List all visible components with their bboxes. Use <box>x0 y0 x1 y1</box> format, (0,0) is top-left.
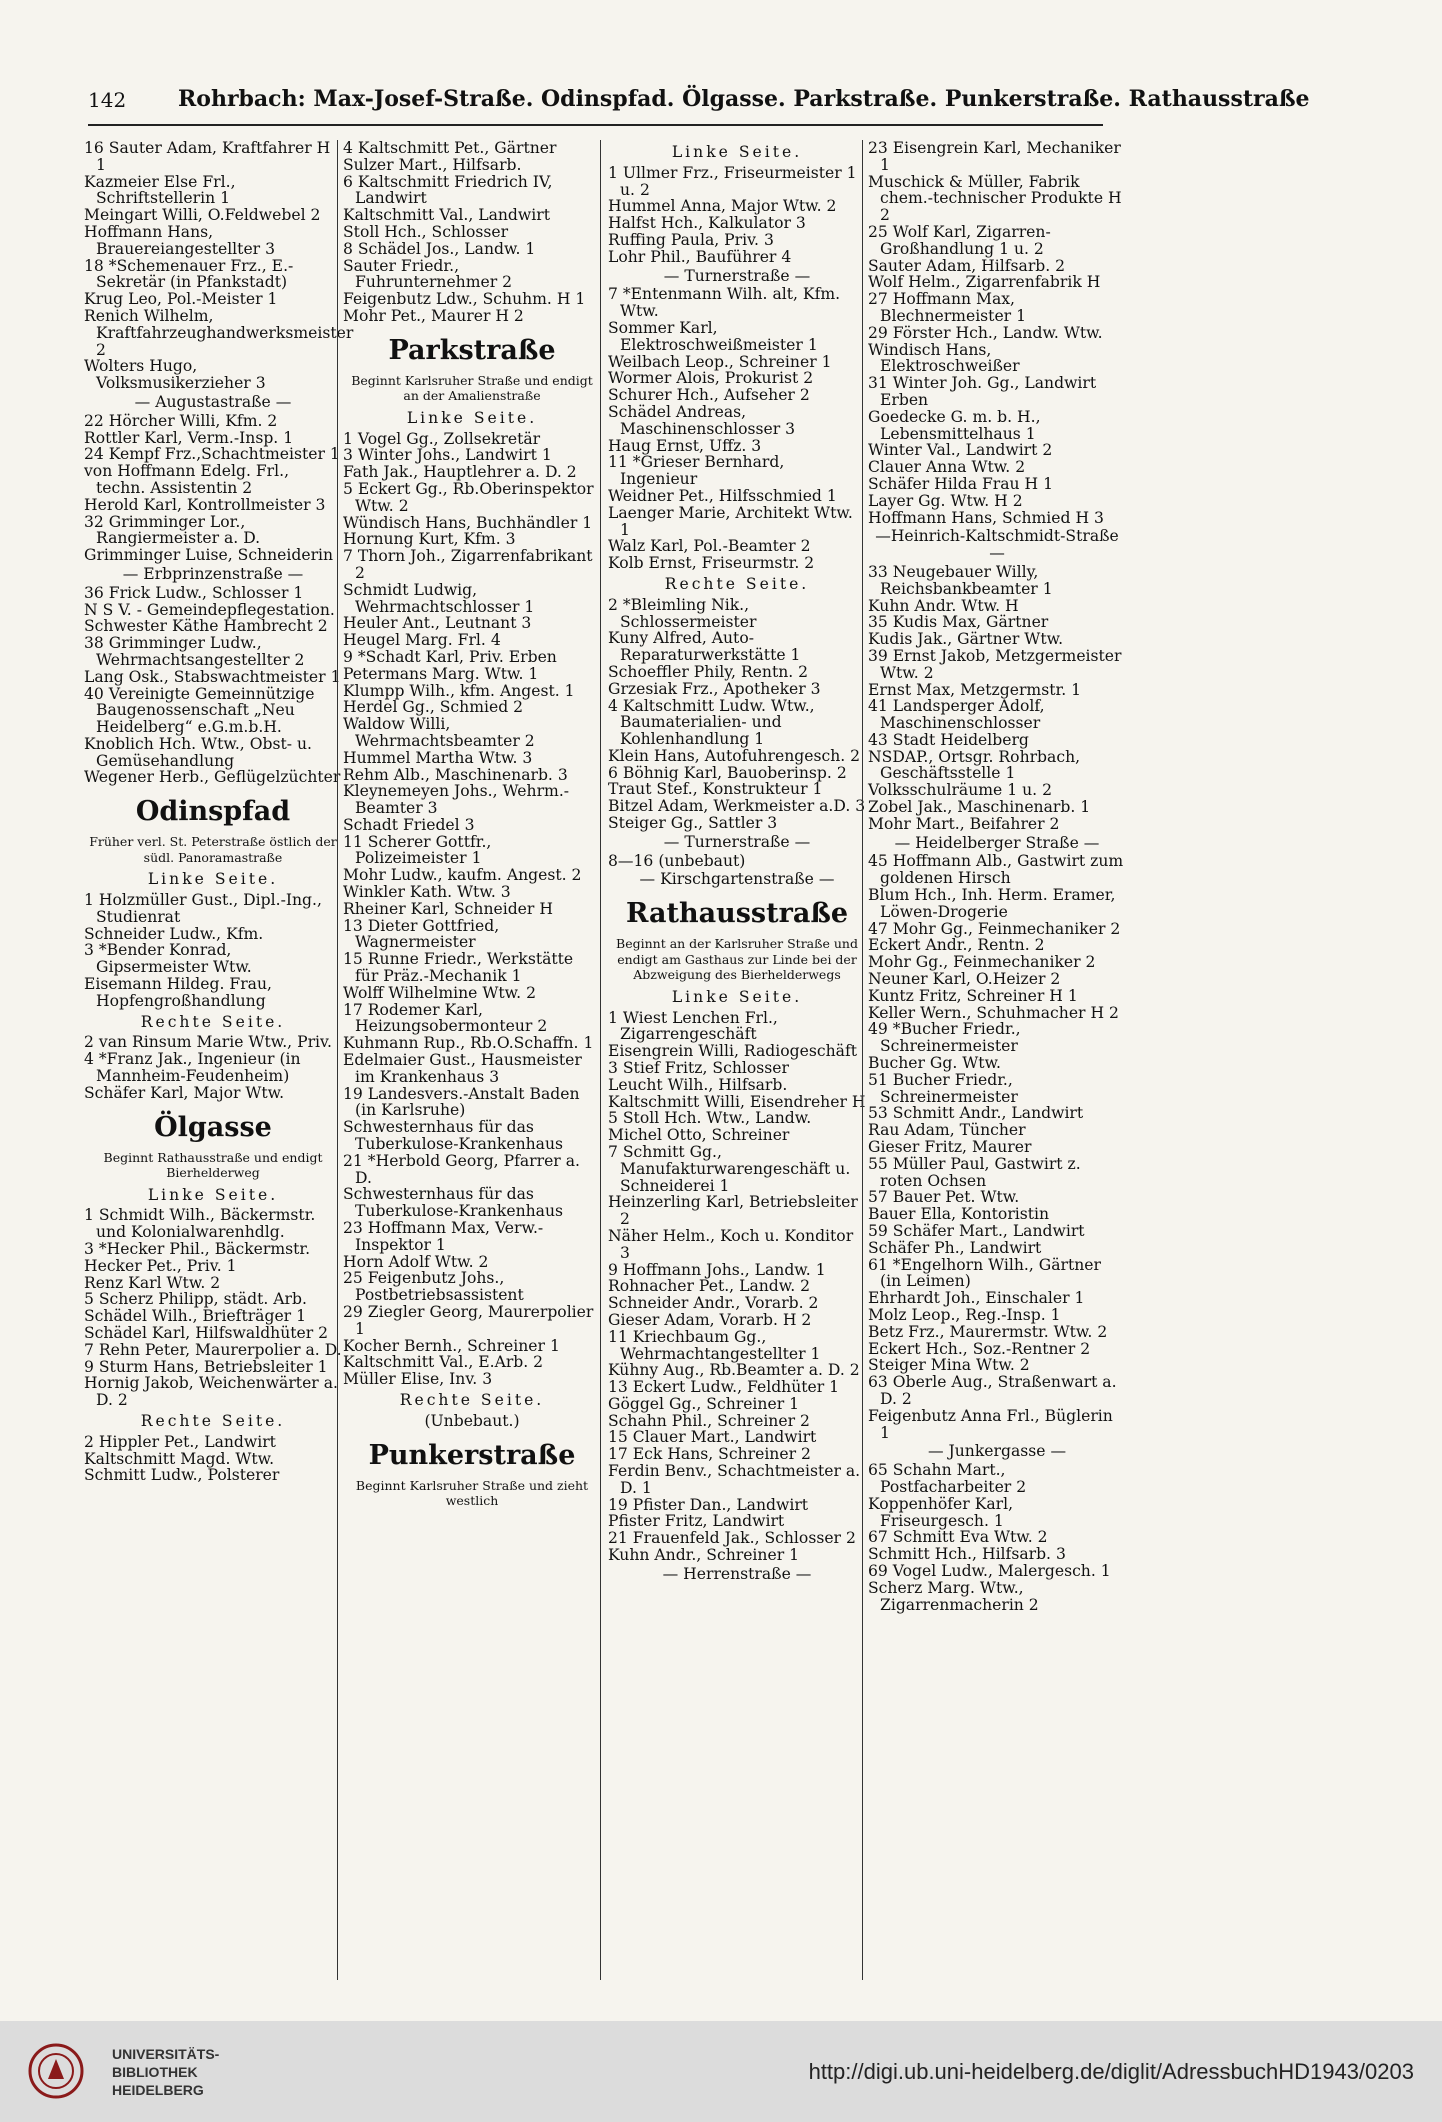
entry: 40 Vereinigte Gemeinnützige Baugenossenschaft „Neu Heidelberg“ e.G.m.b.H. <box>84 684 315 737</box>
entry: Renz Karl Wtw. 2 <box>84 1273 221 1292</box>
street-heading: Rathausstraße <box>625 898 849 930</box>
entry: 24 Kempf Frz.,Schachtmeister 1 <box>84 445 340 464</box>
entry: Rehm Alb., Maschinenarb. 3 <box>343 765 568 784</box>
entry: Schahn Phil., Schreiner 2 <box>608 1411 810 1430</box>
street-marker: — Heidelberger Straße — <box>894 833 1100 852</box>
entry: 5 Scherz Philipp, städt. Arb. <box>84 1290 307 1309</box>
entry: Sulzer Mart., Hilfsarb. <box>343 155 522 174</box>
entry: 21 *Herbold Georg, Pfarrer a. D. <box>343 1151 580 1187</box>
column-4 <box>868 140 1126 2000</box>
street-marker: —Heinrich-Kaltschmidt-Straße— <box>875 527 1119 563</box>
entry: Wündisch Hans, Buchhändler 1 <box>343 513 593 532</box>
entry: Heinzerling Karl, Betriebsleiter 2 <box>608 1193 858 1229</box>
entry: Kazmeier Else Frl., Schriftstellerin 1 <box>84 172 236 208</box>
entry: 23 Hoffmann Max, Verw.-Inspektor 1 <box>343 1219 544 1254</box>
university-seal-icon <box>28 2043 84 2099</box>
entry: Winter Val., Landwirt 2 <box>868 441 1053 460</box>
entry: 29 Ziegler Georg, Maurerpolier 1 <box>343 1303 594 1338</box>
entry: Heuler Ant., Leutnant 3 <box>343 614 532 633</box>
street-description: Beginnt an der Karlsruher Straße und endigt am Gasthaus zur Linde bei der Abzweigung des Bierhelderwegs <box>616 936 858 983</box>
entry: Schwester Käthe Hambrecht 2 <box>84 617 328 636</box>
entry: 11 Scherer Gottfr., Polizeimeister 1 <box>343 832 492 868</box>
entry: 3 *Hecker Phil., Bäckermstr. <box>84 1240 311 1259</box>
entry: 17 Rodemer Karl, Heizungsobermonteur 2 <box>343 1000 548 1036</box>
entry: Klumpp Wilh., kfm. Angest. 1 <box>343 681 575 700</box>
entry: Müller Elise, Inv. 3 <box>343 1370 493 1389</box>
entry: 6 Böhnig Karl, Bauoberinsp. 2 <box>608 763 847 782</box>
entry: 21 Frauenfeld Jak., Schlosser 2 <box>608 1529 856 1548</box>
entry: Kuhmann Rup., Rb.O.Schaffn. 1 <box>343 1034 594 1053</box>
entry: 36 Frick Ludw., Schlosser 1 <box>84 583 304 602</box>
entry: Schädel Andreas, Maschinenschlosser 3 <box>608 402 796 438</box>
entry: 1 Holzmüller Gust., Dipl.-Ing., Studienrat <box>84 891 322 926</box>
entry: Bucher Gg. Wtw. <box>868 1054 1002 1073</box>
entry: Mohr Gg., Feinmechaniker 2 <box>868 953 1096 972</box>
entry: Schneider Ludw., Kfm. <box>84 924 264 943</box>
column-divider <box>337 140 338 1980</box>
entry: Layer Gg. Wtw. H 2 <box>868 491 1023 510</box>
entry: 11 *Grieser Bernhard, Ingenieur <box>608 453 785 489</box>
entry: Kuhn Andr. Wtw. H <box>868 596 1019 615</box>
street-heading: Parkstraße <box>388 334 556 366</box>
entry: Hecker Pet., Priv. 1 <box>84 1256 237 1275</box>
street-marker: — Augustastraße — <box>134 392 292 411</box>
column-divider <box>862 140 863 1980</box>
entry: Kaltschmitt Val., E.Arb. 2 <box>343 1353 544 1372</box>
entry: 55 Müller Paul, Gastwirt z. roten Ochsen <box>868 1154 1081 1190</box>
entry: Koppenhöfer Karl, Friseurgesch. 1 <box>868 1494 1014 1530</box>
entry: Ehrhardt Joh., Einschaler 1 <box>868 1289 1085 1308</box>
entry: Kleynemeyen Johs., Wehrm.-Beamter 3 <box>343 782 570 818</box>
entry: Herold Karl, Kontrollmeister 3 <box>84 495 326 514</box>
entry: NSDAP., Ortsgr. Rohrbach, Geschäftsstelle 1 <box>868 747 1081 783</box>
entry: Steiger Mina Wtw. 2 <box>868 1356 1030 1375</box>
entry: Hoffmann Hans, Brauereiangestellter 3 <box>84 222 276 258</box>
entry: Sauter Adam, Hilfsarb. 2 <box>868 256 1066 275</box>
entry: 41 Landsperger Adolf, Maschinenschlosser <box>868 697 1045 733</box>
entry: Feigenbutz Anna Frl., Büglerin 1 <box>868 1406 1113 1442</box>
entry: 22 Hörcher Willi, Kfm. 2 <box>84 411 278 430</box>
side-heading: Rechte Seite. <box>140 1412 286 1430</box>
street-heading: Ölgasse <box>154 1111 272 1143</box>
entry: Petermans Marg. Wtw. 1 <box>343 664 539 683</box>
street-heading: Odinspfad <box>135 796 291 828</box>
entry: 7 Thorn Joh., Zigarrenfabrikant 2 <box>343 547 593 582</box>
entry: 3 *Bender Konrad, Gipsermeister Wtw. <box>84 941 252 977</box>
entry: Eckert Andr., Rentn. 2 <box>868 936 1045 955</box>
entry: 2 *Bleimling Nik., Schlossermeister <box>608 595 757 631</box>
entry: Hornung Kurt, Kfm. 3 <box>343 530 516 549</box>
entry: Hornig Jakob, Weichenwärter a. D. 2 <box>84 1374 338 1410</box>
running-title: Rohrbach: Max-Josef-Straße. Odinspfad. Ölgasse. Parkstraße. Punkerstraße. Rathausstraße <box>178 86 1310 112</box>
entry: Blum Hch., Inh. Herm. Eramer, Löwen-Drogerie <box>868 886 1116 921</box>
entry: Wolff Wilhelmine Wtw. 2 <box>343 983 536 1002</box>
entry: 16 Sauter Adam, Kraftfahrer H 1 <box>84 139 331 174</box>
institution-name <box>112 2045 219 2099</box>
side-heading: Rechte Seite. <box>140 1012 286 1031</box>
entry: Traut Stef., Konstrukteur 1 <box>608 780 823 799</box>
street-heading: Punkerstraße <box>368 1439 576 1471</box>
entry: Kuny Alfred, Auto-Reparaturwerkstätte 1 <box>608 629 801 665</box>
entry: 7 Schmitt Gg., Manufakturwarengeschäft u. Schneiderei 1 <box>608 1142 851 1195</box>
column-1 <box>84 139 354 2000</box>
entry: 9 Hoffmann Johs., Landw. 1 <box>608 1260 826 1279</box>
entry: Steiger Gg., Sattler 3 <box>608 814 778 833</box>
entry: Schmidt Ludwig, Wehrmachtschlosser 1 <box>343 580 535 616</box>
entry: Volksschulräume 1 u. 2 <box>868 781 1052 800</box>
entry: Meingart Willi, O.Feldwebel 2 <box>84 206 321 225</box>
entry: Fath Jak., Hauptlehrer a. D. 2 <box>343 463 577 482</box>
entry: 32 Grimminger Lor., Rangiermeister a. D. <box>84 512 261 548</box>
entry: Schadt Friedel 3 <box>343 815 475 834</box>
entry: Klein Hans, Autofuhrengesch. 2 <box>608 746 861 765</box>
entry: Kolb Ernst, Friseurmstr. 2 <box>608 554 815 573</box>
street-marker: — Herrenstraße — <box>662 1564 812 1583</box>
entry: Leucht Wilh., Hilfsarb. <box>608 1075 788 1094</box>
entry: 51 Bucher Friedr., Schreinermeister <box>868 1070 1018 1106</box>
entry: Kocher Bernh., Schreiner 1 <box>343 1336 560 1355</box>
entry: 2 van Rinsum Marie Wtw., Priv. <box>84 1033 332 1052</box>
source-url-link[interactable]: http://digi.ub.uni-heidelberg.de/diglit/AdressbuchHD1943/0203 <box>808 2059 1414 2084</box>
entry: 47 Mohr Gg., Feinmechaniker 2 <box>868 919 1121 938</box>
side-heading: Linke Seite. <box>147 870 279 889</box>
entry: Wegener Herb., Geflügelzüchter <box>84 768 341 787</box>
entry: Horn Adolf Wtw. 2 <box>343 1252 489 1271</box>
entry: Gieser Fritz, Maurer <box>868 1138 1032 1157</box>
entry: Laenger Marie, Architekt Wtw. 1 <box>608 503 853 539</box>
entry: 5 Stoll Hch. Wtw., Landw. <box>608 1109 812 1128</box>
entry: 59 Schäfer Mart., Landwirt <box>868 1222 1085 1240</box>
entry: 27 Hoffmann Max, Blechnermeister 1 <box>868 290 1027 325</box>
entry: 65 Schahn Mart., Postfacharbeiter 2 <box>868 1461 1027 1496</box>
entry: Rau Adam, Tüncher <box>868 1121 1026 1140</box>
entry: Lohr Phil., Bauführer 4 <box>608 247 792 266</box>
entry: Waldow Willi, Wehrmachtsbeamter 2 <box>343 715 535 750</box>
entry: 53 Schmitt Andr., Landwirt <box>868 1104 1084 1123</box>
entry: 6 Kaltschmitt Friedrich IV, Landwirt <box>343 172 553 208</box>
entry: von Hoffmann Edelg. Frl., techn. Assistentin 2 <box>84 462 290 497</box>
street-marker: — Junkergasse — <box>927 1442 1067 1461</box>
entry: Göggel Gg., Schreiner 1 <box>608 1394 800 1413</box>
entry: Wolters Hugo, Volksmusikerzieher 3 <box>84 357 266 393</box>
entry: 69 Vogel Ludw., Malergesch. 1 <box>868 1561 1111 1580</box>
street-description: Beginnt Rathausstraße und endigt Bierhelderweg <box>103 1149 323 1181</box>
entry: 19 Pfister Dan., Landwirt <box>608 1495 809 1514</box>
side-heading: Linke Seite. <box>147 1185 279 1204</box>
entry: Feigenbutz Ldw., Schuhm. H 1 <box>343 290 586 309</box>
entry: 67 Schmitt Eva Wtw. 2 <box>868 1528 1048 1547</box>
side-heading: Rechte Seite. <box>399 1390 545 1409</box>
entry: Schädel Karl, Hilfswaldhüter 2 <box>84 1324 329 1343</box>
entry: 31 Winter Joh. Gg., Landwirt Erben <box>868 374 1097 409</box>
entry: 7 Rehn Peter, Maurerpolier a. D. <box>84 1340 342 1359</box>
entry: Lang Osk., Stabswachtmeister 1 <box>84 667 341 686</box>
entry: 4 Kaltschmitt Pet., Gärtner <box>343 139 557 157</box>
entry: Zobel Jak., Maschinenarb. 1 <box>868 798 1091 817</box>
entry: 3 Stief Fritz, Schlosser <box>608 1058 789 1077</box>
entry: Schurer Hch., Aufseher 2 <box>608 386 810 405</box>
entry: 8—16 (unbebaut) <box>608 851 746 870</box>
side-heading: Linke Seite. <box>406 408 538 427</box>
side-heading: Linke Seite. <box>671 987 803 1006</box>
institution-line: BIBLIOTHEK <box>112 2064 198 2080</box>
entry: Kaltschmitt Willi, Eisendreher H <box>608 1092 866 1111</box>
entry: Grimminger Luise, Schneiderin <box>84 546 334 565</box>
entry: 63 Oberle Aug., Straßenwart a. D. 2 <box>868 1373 1117 1408</box>
entry: 13 Eckert Ludw., Feldhüter 1 <box>608 1378 840 1397</box>
entry: Windisch Hans, Elektroschweißer <box>868 340 1020 376</box>
street-marker: (Unbebaut.) <box>424 1411 520 1430</box>
entry: 25 Feigenbutz Johs., Postbetriebsassistent <box>343 1269 524 1305</box>
entry: Herdel Gg., Schmied 2 <box>343 698 524 717</box>
entry: Kühny Aug., Rb.Beamter a. D. 2 <box>608 1361 860 1380</box>
entry: Weilbach Leop., Schreiner 1 <box>608 352 832 371</box>
header-rule <box>88 124 1103 126</box>
street-marker: — Turnerstraße — <box>663 832 811 851</box>
entry: 4 *Franz Jak., Ingenieur (in Mannheim-Feudenheim) <box>84 1050 301 1086</box>
column-2 <box>343 140 601 2000</box>
entry: 33 Neugebauer Willy, Reichsbankbeamter 1 <box>868 562 1053 598</box>
entry: Schneider Andr., Vorarb. 2 <box>608 1294 819 1313</box>
entry: Rohnacher Pet., Landw. 2 <box>608 1277 811 1296</box>
column-3 <box>608 140 866 2000</box>
entry: Eckert Hch., Soz.-Rentner 2 <box>868 1339 1091 1358</box>
entry: 43 Stadt Heidelberg <box>868 730 1029 749</box>
entry: Michel Otto, Schreiner <box>608 1126 790 1145</box>
entry: 38 Grimminger Ludw., Wehrmachtsangestellter 2 <box>84 634 305 669</box>
entry: Kudis Jak., Gärtner Wtw. <box>868 630 1064 649</box>
entry: Haug Ernst, Uffz. 3 <box>608 436 762 455</box>
entry: 8 Schädel Jos., Landw. 1 <box>343 239 536 258</box>
entry: 57 Bauer Pet. Wtw. <box>868 1188 1020 1207</box>
entry: 9 Sturm Hans, Betriebsleiter 1 <box>84 1357 328 1376</box>
entry: Walz Karl, Pol.-Beamter 2 <box>608 537 811 556</box>
entry: Mohr Ludw., kaufm. Angest. 2 <box>343 866 582 885</box>
entry: 3 Winter Johs., Landwirt 1 <box>343 446 552 465</box>
entry: Kuntz Fritz, Schreiner H 1 <box>868 986 1078 1005</box>
entry: 1 Ullmer Frz., Friseurmeister 1 u. 2 <box>608 163 857 199</box>
entry: Goedecke G. m. b. H., Lebensmittelhaus 1 <box>868 407 1041 443</box>
entry: Schäfer Karl, Major Wtw. <box>84 1083 285 1102</box>
street-description: Beginnt Karlsruher Straße und endigt an der Amalienstraße <box>351 372 593 404</box>
entry: Näher Helm., Koch u. Konditor 3 <box>608 1226 854 1262</box>
page-header <box>88 80 1310 116</box>
entry: Rottler Karl, Verm.-Insp. 1 <box>84 428 294 447</box>
entry: Schwesternhaus für das Tuberkulose-Krankenhaus <box>343 1185 564 1221</box>
side-heading: Linke Seite. <box>671 143 803 161</box>
entry: 1 Schmidt Wilh., Bäckermstr. und Kolonialwarenhdlg. <box>84 1206 316 1242</box>
entry: Grzesiak Frz., Apotheker 3 <box>608 679 821 698</box>
entry: Krug Leo, Pol.-Meister 1 <box>84 290 278 309</box>
entry: Renich Wilhelm, Kraftfahrzeughandwerksmeister 2 <box>84 306 354 359</box>
street-marker: — Turnerstraße — <box>663 266 811 285</box>
street-marker: — Kirschgartenstraße — <box>639 870 835 889</box>
entry: 49 *Bucher Friedr., Schreinermeister <box>868 1020 1021 1056</box>
institution-line: HEIDELBERG <box>112 2082 204 2098</box>
entry: 7 *Entenmann Wilh. alt, Kfm. Wtw. <box>608 285 841 321</box>
entry: Hoffmann Hans, Schmied H 3 <box>868 508 1104 527</box>
viewer-footer <box>0 2021 1442 2122</box>
entry: 45 Hoffmann Alb., Gastwirt zum goldenen Hirsch <box>868 852 1124 888</box>
entry: 1 Vogel Gg., Zollsekretär <box>343 429 541 448</box>
entry: Eisengrein Willi, Radiogeschäft <box>608 1042 857 1061</box>
entry: Sauter Friedr., Fuhrunternehmer 2 <box>343 256 513 292</box>
entry: Ferdin Benv., Schachtmeister a. D. 1 <box>608 1462 861 1497</box>
entry: Weidner Pet., Hilfsschmied 1 <box>608 486 837 505</box>
entry: Halfst Hch., Kalkulator 3 <box>608 214 806 233</box>
entry: 25 Wolf Karl, Zigarren-Großhandlung 1 u. 2 <box>868 222 1051 258</box>
entry: Kaltschmitt Val., Landwirt <box>343 206 550 225</box>
entry: Scherz Marg. Wtw., Zigarrenmacherin 2 <box>868 1578 1039 1614</box>
entry: Schmitt Ludw., Polsterer <box>84 1466 280 1485</box>
entry: 11 Kriechbaum Gg., Wehrmachtangestellter 1 <box>608 1327 821 1363</box>
entry: Heugel Marg. Frl. 4 <box>343 631 501 650</box>
entry: 15 Runne Friedr., Werkstätte für Präz.-Mechanik 1 <box>343 950 574 986</box>
side-heading: Rechte Seite. <box>664 574 810 593</box>
entry: 2 Hippler Pet., Landwirt <box>84 1432 276 1451</box>
entry: Sommer Karl, Elektroschweißmeister 1 <box>608 318 818 354</box>
street-marker: — Erbprinzenstraße — <box>122 564 304 583</box>
entry: Muschick & Müller, Fabrik chem.-technischer Produkte H 2 <box>868 172 1122 225</box>
entry: Wormer Alois, Prokurist 2 <box>608 369 814 388</box>
entry: Rheiner Karl, Schneider H <box>343 899 553 918</box>
entry: Keller Wern., Schuhmacher H 2 <box>868 1003 1119 1022</box>
entry: Edelmaier Gust., Hausmeister im Krankenhaus 3 <box>343 1051 582 1086</box>
page-number: 142 <box>88 88 127 112</box>
entry: Wolf Helm., Zigarrenfabrik H <box>868 273 1101 292</box>
institution-line: UNIVERSITÄTS- <box>112 2046 220 2062</box>
entry: Hummel Anna, Major Wtw. 2 <box>608 197 837 216</box>
entry: Hummel Martha Wtw. 3 <box>343 748 533 767</box>
street-description: Früher verl. St. Peterstraße östlich der südl. Panoramastraße <box>89 834 337 865</box>
entry: Mohr Mart., Beifahrer 2 <box>868 814 1060 833</box>
entry: 61 *Engelhorn Wilh., Gärtner (in Leimen) <box>868 1255 1101 1291</box>
entry: 15 Clauer Mart., Landwirt <box>608 1428 817 1447</box>
entry: Clauer Anna Wtw. 2 <box>868 458 1026 477</box>
entry: Molz Leop., Reg.-Insp. 1 <box>868 1305 1061 1324</box>
entry: Knoblich Hch. Wtw., Obst- u. Gemüsehandlung <box>84 734 312 770</box>
entry: Stoll Hch., Schlosser <box>343 222 509 241</box>
entry: Schäfer Ph., Landwirt <box>868 1238 1042 1257</box>
entry: Schmitt Hch., Hilfsarb. 3 <box>868 1545 1066 1564</box>
column-divider <box>600 140 601 1980</box>
entry: Schäfer Hilda Frau H 1 <box>868 474 1054 493</box>
entry: Pfister Fritz, Landwirt <box>608 1512 785 1531</box>
entry: 19 Landesvers.-Anstalt Baden (in Karlsruhe) <box>343 1084 580 1120</box>
entry: Betz Frz., Maurermstr. Wtw. 2 <box>868 1322 1108 1341</box>
entry: Winkler Kath. Wtw. 3 <box>343 883 511 902</box>
entry: Gieser Adam, Vorarb. H 2 <box>608 1310 812 1329</box>
entry: Schoeffler Phily, Rentn. 2 <box>608 662 809 681</box>
entry: 13 Dieter Gottfried, Wagnermeister <box>343 916 500 952</box>
entry: 17 Eck Hans, Schreiner 2 <box>608 1445 811 1464</box>
entry: Neuner Karl, O.Heizer 2 <box>868 970 1061 989</box>
entry: Bauer Ella, Kontoristin <box>868 1205 1050 1224</box>
street-description: Beginnt Karlsruher Straße und zieht westlich <box>355 1477 589 1509</box>
entry: 4 Kaltschmitt Ludw. Wtw., Baumaterialien- und Kohlenhandlung 1 <box>608 696 815 749</box>
entry: Bitzel Adam, Werkmeister a.D. 3 <box>608 797 866 816</box>
entry: Ruffing Paula, Priv. 3 <box>608 230 774 249</box>
entry: 35 Kudis Max, Gärtner <box>868 613 1049 632</box>
entry: N S V. - Gemeindepflegestation. <box>84 600 335 619</box>
entry: Eisemann Hildeg. Frau, Hopfengroßhandlung <box>84 975 272 1010</box>
entry: 18 *Schemenauer Frz., E.-Sekretär (in Pfankstadt) <box>84 256 294 292</box>
entry: Kaltschmitt Magd. Wtw. <box>84 1449 275 1468</box>
entry: 1 Wiest Lenchen Frl., Zigarrengeschäft <box>608 1008 778 1044</box>
entry: Mohr Pet., Maurer H 2 <box>343 306 524 325</box>
entry: Schwesternhaus für das Tuberkulose-Krankenhaus <box>343 1118 564 1154</box>
entry: Ernst Max, Metzgermstr. 1 <box>868 680 1082 699</box>
entry: 29 Förster Hch., Landw. Wtw. <box>868 323 1103 342</box>
entry: Kuhn Andr., Schreiner 1 <box>608 1546 800 1565</box>
entry: Schädel Wilh., Briefträger 1 <box>84 1307 307 1326</box>
entry: 39 Ernst Jakob, Metzgermeister Wtw. 2 <box>868 646 1122 682</box>
entry: 5 Eckert Gg., Rb.Oberinspektor Wtw. 2 <box>343 479 594 515</box>
entry: 9 *Schadt Karl, Priv. Erben <box>343 647 557 666</box>
entry: 23 Eisengrein Karl, Mechaniker 1 <box>868 139 1121 174</box>
